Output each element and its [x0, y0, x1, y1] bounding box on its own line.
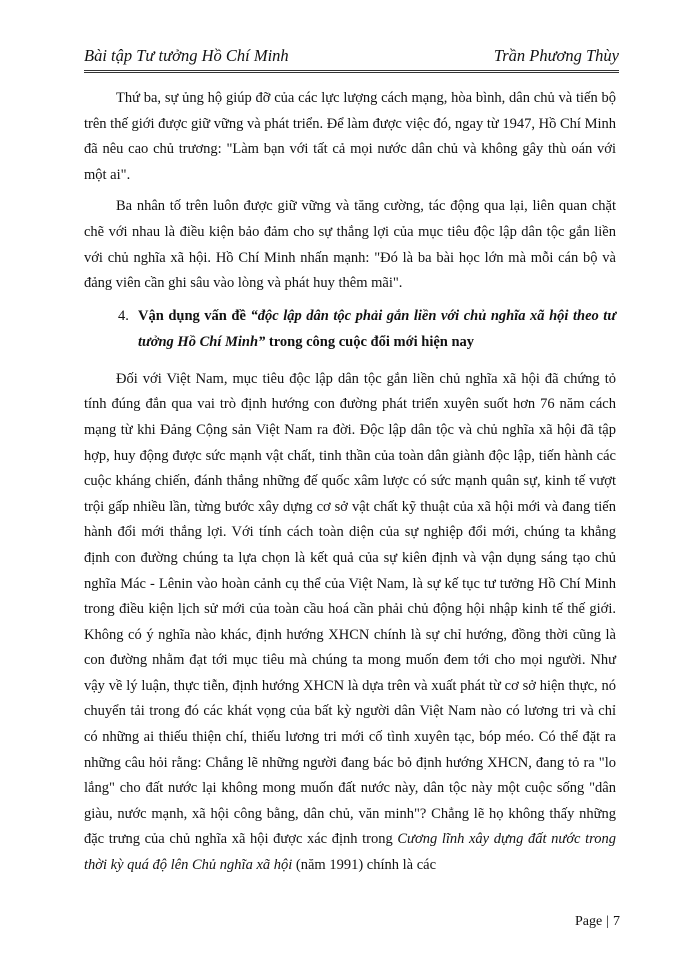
section-heading-quote: “độc lập dân tộc phải gắn liền với chủ nghĩa xã hội theo tư tưởng Hồ Chí Minh” — [138, 307, 617, 350]
section-heading-4 — [84, 303, 616, 355]
page-content — [84, 86, 616, 879]
section-heading-suffix: trong công cuộc đổi mới hiện nay — [265, 333, 475, 350]
paragraph-main-text: Đối với Việt Nam, mục tiêu độc lập dân tộc gắn liền chủ nghĩa xã hội đã chứng tỏ tính đúng đắn qua vai trò định hướng con đường phát triển xuyên suốt hơn 76 năm cách mạng từ khi Đảng Cộng sản Việt Nam ra đời. Độc lập dân tộc và chủ nghĩa xã hội đã tập hợp, huy động được sức mạnh vật chất, tinh thần của toàn dân giành độc lập, tiến hành các cuộc kháng chiến, đánh thắng những đế quốc xâm lược có sức mạnh quân sự, kinh tế vượt trội gấp nhiều lần, từng bước xây dựng cơ sở vật chất kỹ thuật của xã hội mới và đang tiến hành đổi mới thắng lợi. Với tính cách toàn diện của sự nghiệp đổi mới, chúng ta khẳng định con đường chúng ta lựa chọn là kết quả của sự kiên định và vận dụng sáng tạo chủ nghĩa Mác - Lênin vào hoàn cảnh cụ thể của Việt Nam, là sự kế tục tư tưởng Hồ Chí Minh trong điều kiện lịch sử mới của toàn cầu hoá cần phải chủ động hội nhập kinh tế thế giới. Không có ý nghĩa nào khác, định hướng XHCN chính là sự chỉ hướng, đồng thời cũng là con đường nhằm đạt tới mục tiêu mà chúng ta mong muốn đem tới cho mọi người. Như vậy về lý luận, thực tiễn, định hướng XHCN là dựa trên và xuất phát từ cơ sở hiện thực, nó chuyển tải trong đó các khát vọng của bất kỳ người dân Việt Nam nào có lương tri và chỉ có những ai thiếu thiện chí, thiếu lương tri mới cố tình xuyên tạc, bóp méo. Có thể đặt ra những câu hỏi rằng: Chẳng lẽ những người đang bác bỏ định hướng XHCN, đang tỏ ra "lo lắng" cho đất nước lại không mong muốn đất nước này, dân tộc này một cuộc sống "dân giàu, nước mạnh, xã hội công bằng, dân chủ, văn minh"? Chẳng lẽ họ không thấy những đặc trưng của chủ nghĩa xã hội được xác định trong — [84, 370, 616, 848]
page-header — [84, 44, 619, 73]
page-separator: | — [606, 914, 609, 929]
page-label: Page — [574, 914, 603, 929]
section-number: 4. — [118, 307, 129, 324]
section-heading-prefix: Vận dụng vấn đề — [138, 307, 251, 324]
paragraph-vietnam-application — [84, 367, 616, 879]
header-document-title: Bài tập Tư tưởng Hồ Chí Minh — [84, 46, 289, 65]
page-footer — [575, 914, 620, 930]
paragraph-third-factor: Thứ ba, sự ủng hộ giúp đỡ của các lực lượng cách mạng, hòa bình, dân chủ và tiến bộ trên thế giới được giữ vững và phát triển. Để làm được việc đó, ngay từ 1947, Hồ Chí Minh đã nêu cao chủ trương: "Làm bạn với tất cả mọi nước dân chủ và không gây thù oán với một ai". — [84, 90, 616, 183]
platform-document-title: Cương lĩnh xây dựng đất nước trong thời kỳ quá độ lên Chủ nghĩa xã hội — [84, 831, 616, 874]
header-author-name: Trần Phương Thùy — [493, 46, 619, 65]
page-number: 7 — [613, 914, 620, 929]
paragraph-tail-text: (năm 1991) chính là các — [292, 857, 437, 874]
paragraph-three-factors: Ba nhân tố trên luôn được giữ vững và tăng cường, tác động qua lại, liên quan chặt chẽ với nhau là điều kiện bảo đảm cho sự thắng lợi của mục tiêu độc lập dân tộc gắn liền với chủ nghĩa xã hội. Hồ Chí Minh nhấn mạnh: "Đó là ba bài học lớn mà mỗi cán bộ và đảng viên cần ghi sâu vào lòng và phát huy thêm mãi". — [84, 198, 616, 292]
